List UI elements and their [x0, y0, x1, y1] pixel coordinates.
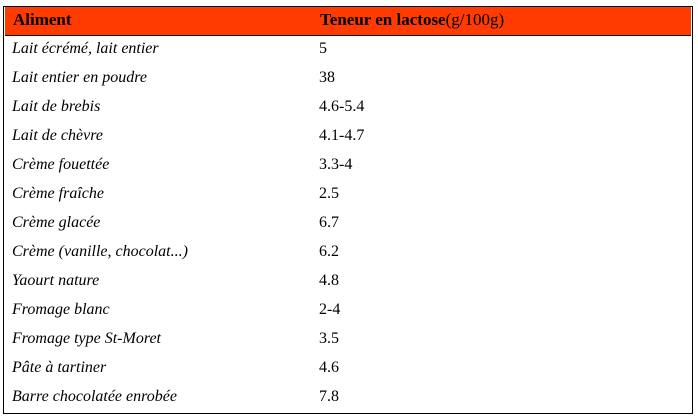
table-row — [4, 36, 692, 65]
aliment-cell: Lait entier en poudre — [12, 69, 147, 86]
aliment-cell: Pâte à tartiner — [12, 359, 107, 376]
aliment-cell: Crème fraîche — [12, 185, 104, 202]
table-row — [4, 123, 692, 152]
teneur-cell: 3.3-4 — [319, 156, 353, 173]
table-row — [4, 152, 692, 181]
teneur-cell: 4.6-5.4 — [319, 98, 365, 115]
aliment-cell: Crème (vanille, chocolat...) — [12, 243, 188, 260]
teneur-cell: 6.2 — [319, 243, 339, 260]
aliment-cell: Lait de chèvre — [12, 127, 103, 144]
header-teneur-unit: (g/100g) — [445, 10, 505, 29]
teneur-cell: 4.1-4.7 — [319, 127, 365, 144]
header-teneur — [320, 10, 504, 30]
lactose-table — [3, 6, 693, 414]
aliment-cell: Barre chocolatée enrobée — [12, 388, 177, 405]
aliment-cell: Fromage blanc — [12, 301, 110, 318]
teneur-cell: 5 — [319, 40, 327, 57]
table-row — [4, 210, 692, 239]
table-row — [4, 384, 692, 413]
aliment-cell: Crème fouettée — [12, 156, 110, 173]
aliment-cell: Crème glacée — [12, 214, 101, 231]
teneur-cell: 38 — [319, 69, 335, 86]
table-row — [4, 94, 692, 123]
header-aliment: Aliment — [13, 10, 72, 29]
table-row — [4, 65, 692, 94]
table-row — [4, 297, 692, 326]
table-row — [4, 326, 692, 355]
table-row — [4, 239, 692, 268]
table-row — [4, 268, 692, 297]
table-row — [4, 355, 692, 384]
aliment-cell: Lait de brebis — [12, 98, 101, 115]
teneur-cell: 7.8 — [319, 388, 339, 405]
table-header — [5, 7, 691, 36]
teneur-cell: 2-4 — [319, 301, 341, 318]
aliment-cell: Yaourt nature — [12, 272, 100, 289]
header-teneur-label: Teneur en lactose — [320, 10, 446, 29]
teneur-cell: 2.5 — [319, 185, 339, 202]
teneur-cell: 6.7 — [319, 214, 339, 231]
aliment-cell: Lait écrémé, lait entier — [12, 40, 159, 57]
teneur-cell: 4.8 — [319, 272, 339, 289]
teneur-cell: 4.6 — [319, 359, 339, 376]
aliment-cell: Fromage type St-Moret — [12, 330, 161, 347]
teneur-cell: 3.5 — [319, 330, 339, 347]
table-row — [4, 181, 692, 210]
